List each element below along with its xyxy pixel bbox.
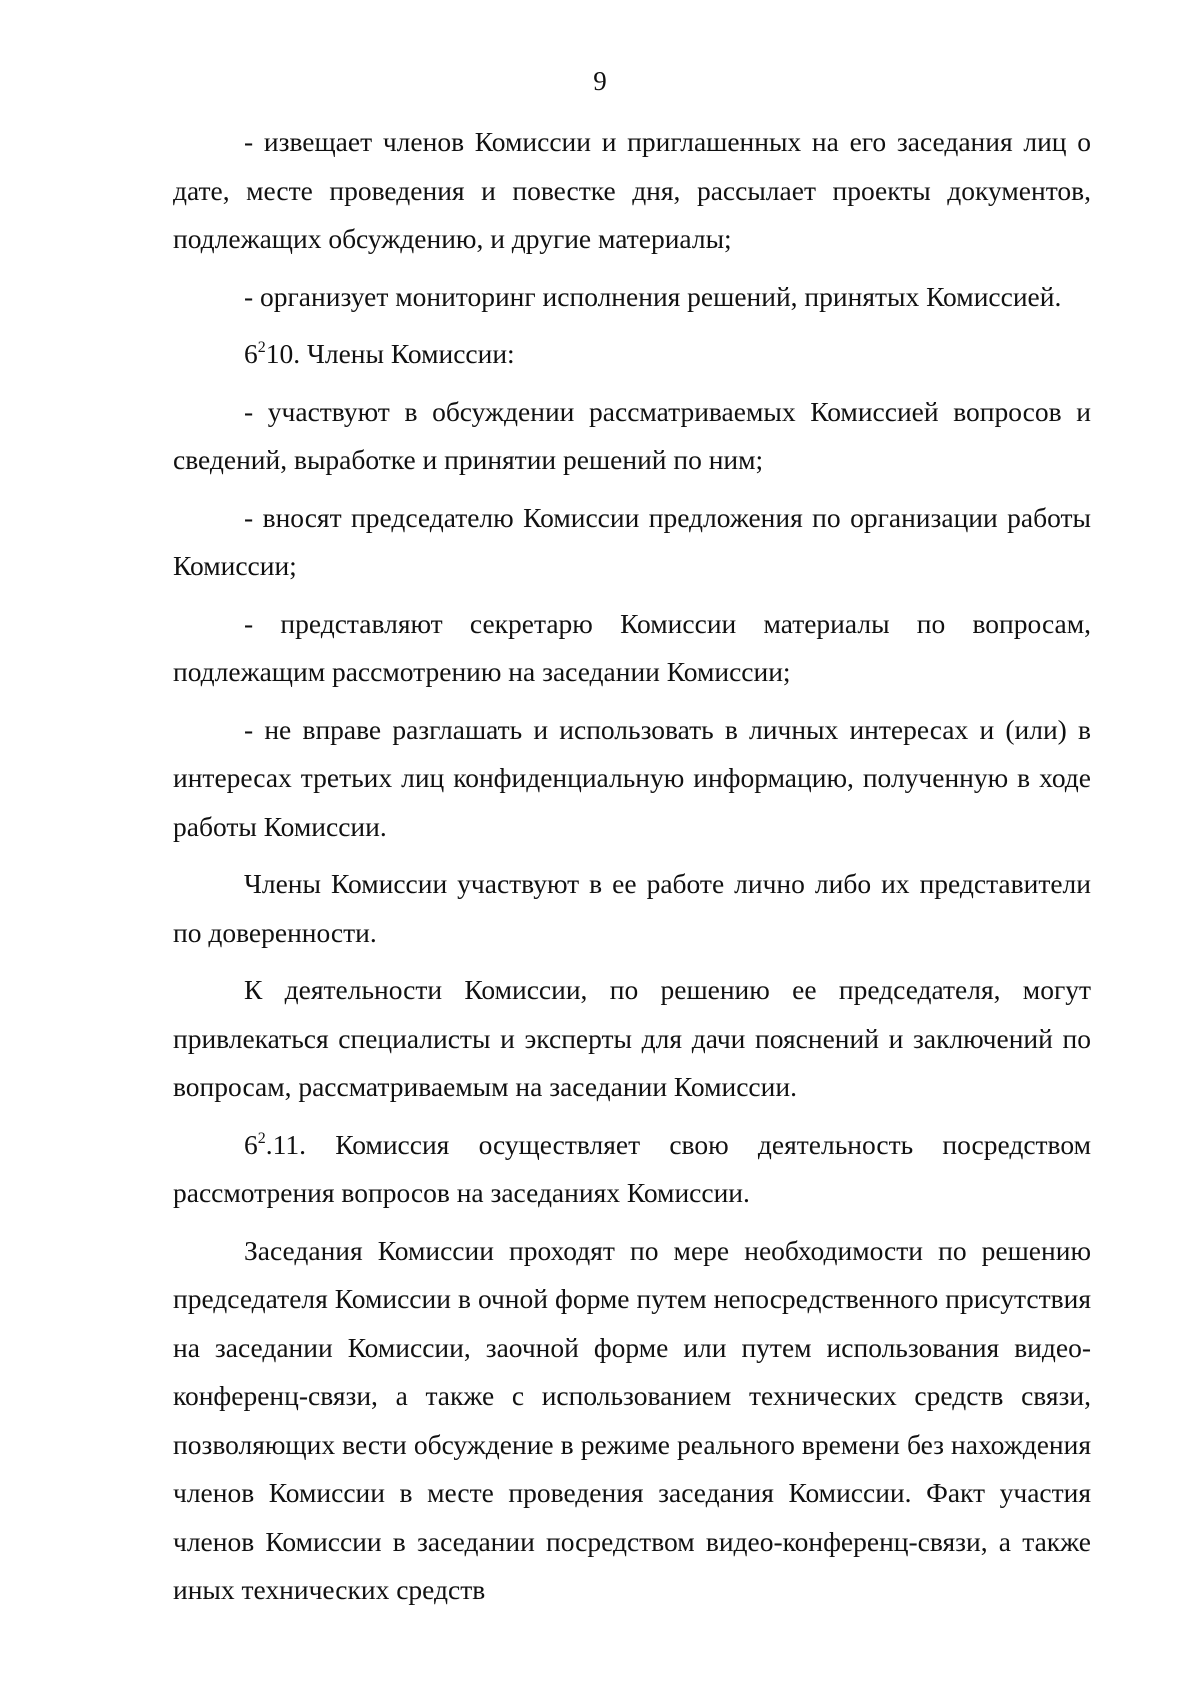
paragraph-participate: - участвуют в обсуждении рассматриваемых Комиссией вопросов и сведений, выработке и принятии решений по ним;	[173, 395, 1091, 475]
paragraph-confidentiality: - не вправе разглашать и использовать в личных интересах и (или) в интересах третьих лиц конфиденциальную информацию, полученную в ходе работы Комиссии.	[173, 713, 1091, 842]
paragraph-proposals: - вносят председателю Комиссии предложения по организации работы Комиссии;	[173, 501, 1091, 581]
paragraph-clause-6-2-11	[173, 1121, 1091, 1218]
clause-number: 6	[244, 338, 258, 369]
paragraph-notify-members: - извещает членов Комиссии и приглашенных на его заседания лиц о дате, месте проведения и повестке дня, рассылает проекты документов, подлежащих обсуждению, и другие материалы;	[173, 126, 1091, 254]
paragraph-materials: - представляют секретарю Комиссии материалы по вопросам, подлежащим рассмотрению на заседании Комиссии;	[173, 607, 1091, 687]
paragraph-personal-participation: Члены Комиссии участвуют в ее работе лично либо их представители по доверенности.	[173, 868, 1091, 948]
clause-heading-text: 10. Члены Комиссии:	[265, 338, 515, 369]
clause-superscript: 2	[257, 1129, 266, 1147]
paragraph-monitoring: - организует мониторинг исполнения решений, принятых Комиссией.	[244, 280, 1062, 312]
clause-superscript: 2	[257, 339, 266, 356]
clause-text: .11. Комиссия осуществляет свою деятельность посредством рассмотрения вопросов на заседаниях Комиссии.	[173, 1128, 1091, 1208]
paragraph-experts: К деятельности Комиссии, по решению ее председателя, могут привлекаться специалисты и эксперты для дачи пояснений и заключений по вопросам, рассматриваемым на заседании Комиссии.	[173, 974, 1091, 1102]
paragraph-meetings: Заседания Комиссии проходят по мере необходимости по решению председателя Комиссии в очной форме путем непосредственного присутствия на заседании Комиссии, заочной форме или путем использования видео-конференц-связи, а также с использованием технических средств связи, позволяющих вести обсуждение в режиме реального времени без нахождения членов Комиссии в месте проведения заседания Комиссии. Факт участия членов Комиссии в заседании посредством видео-конференц-связи, а также иных технических средств	[173, 1234, 1091, 1605]
paragraph-clause-6-2-10	[173, 330, 1091, 379]
document-body	[173, 118, 1091, 1615]
clause-number: 6	[244, 1128, 258, 1160]
page-number: 9	[593, 66, 607, 96]
